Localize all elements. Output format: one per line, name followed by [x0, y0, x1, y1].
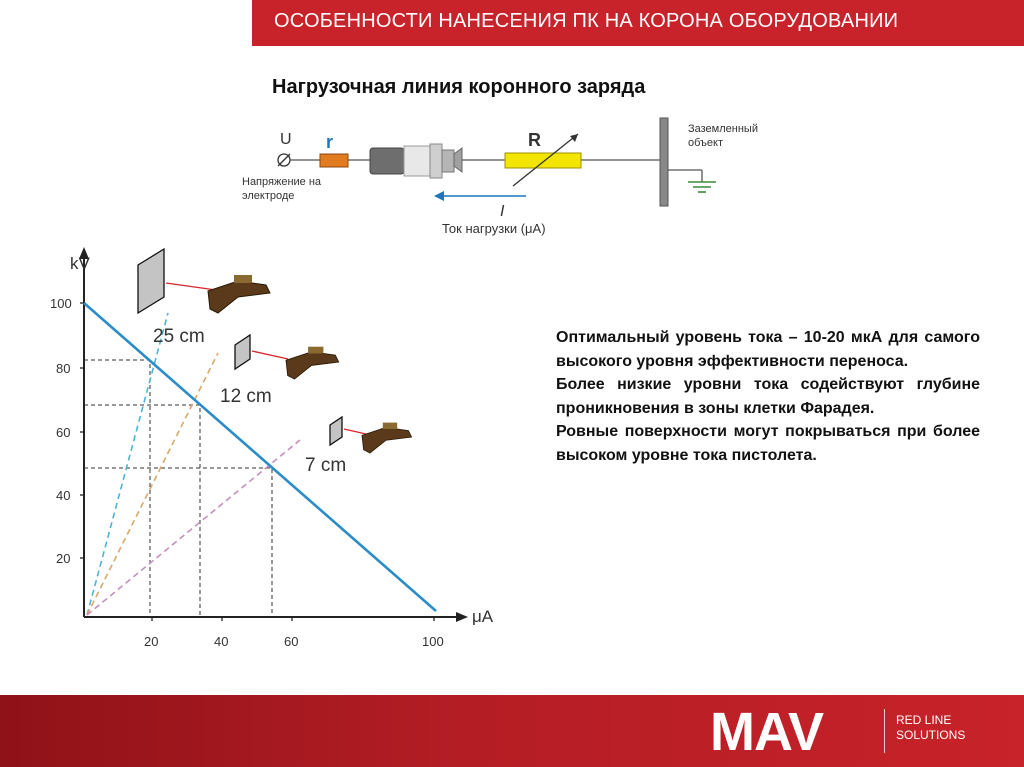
variable-arrow-head [570, 134, 578, 142]
grounded-object-label-1: Заземленный [688, 123, 758, 135]
resistor-r [320, 154, 348, 167]
grounded-object-label-2: объект [688, 137, 724, 149]
load-line [84, 303, 436, 611]
y-tick-100: 100 [50, 296, 72, 311]
y-tick-40: 40 [56, 488, 71, 503]
x-tick-40: 40 [214, 634, 229, 649]
description-paragraph-1: Оптимальный уровень тока – 10-20 мкА для самого высокого уровня эффективности переноса. [556, 329, 980, 370]
spray-gun-icon [370, 144, 462, 178]
target-plate-25cm [138, 249, 164, 313]
target-plate-7cm [330, 417, 342, 445]
load-current-label: Ток нагрузки (μA) [442, 221, 546, 236]
circuit-u-label: U [280, 131, 292, 148]
circuit-diagram [230, 110, 790, 245]
header-title: ОСОБЕННОСТИ НАНЕСЕНИЯ ПК НА КОРОНА ОБОРУДОВАНИИ [274, 10, 899, 32]
spray-gun-icon-25cm [208, 275, 270, 313]
distance-label-25cm: 25 cm [153, 326, 205, 347]
description-text [556, 326, 980, 467]
circuit-r-label: r [326, 132, 334, 152]
y-tick-60: 60 [56, 425, 71, 440]
slide-title: Нагрузочная линия коронного заряда [272, 76, 646, 98]
target-plate-12cm [235, 335, 250, 369]
description-paragraph-2: Более низкие уровни тока содействуют глубине проникновения в зоны клетки Фарадея. [556, 376, 980, 417]
resistor-big-r [505, 153, 581, 168]
header-bar [252, 0, 1024, 46]
electrode-voltage-label-1: Напряжение на [242, 176, 322, 188]
x-tick-20: 20 [144, 634, 159, 649]
y-tick-80: 80 [56, 361, 71, 376]
load-line-graph [40, 245, 520, 665]
distance-line-7cm [87, 440, 300, 615]
distance-line-12cm [87, 353, 218, 615]
x-unit-label: μA [472, 607, 494, 626]
distance-line-25cm [87, 313, 168, 615]
current-arrow-head [434, 191, 444, 201]
current-symbol: I [500, 203, 505, 220]
x-tick-60: 60 [284, 634, 299, 649]
x-tick-100: 100 [422, 634, 444, 649]
footer-bar [0, 695, 1024, 767]
spray-gun-icon-12cm [286, 347, 339, 379]
y-unit-label: kV [70, 254, 90, 273]
distance-label-12cm: 12 cm [220, 386, 272, 407]
logo-tagline [896, 713, 965, 743]
spray-gun-icon-7cm [362, 423, 412, 453]
distance-label-7cm: 7 cm [305, 455, 347, 476]
logo-separator [884, 709, 885, 753]
x-axis-arrow [456, 612, 468, 622]
logo-tagline-line-1: RED LINE [896, 713, 952, 727]
grounded-plate [660, 118, 668, 206]
description-paragraph-3: Ровные поверхности могут покрываться при более высоком уровне тока пистолета. [556, 423, 980, 464]
y-tick-20: 20 [56, 551, 71, 566]
ground-icon [688, 182, 716, 192]
mav-logo: MAV [710, 702, 823, 762]
electrode-voltage-label-2: электроде [242, 190, 295, 202]
logo-tagline-line-2: SOLUTIONS [896, 728, 966, 742]
circuit-big-r-label: R [528, 130, 541, 150]
